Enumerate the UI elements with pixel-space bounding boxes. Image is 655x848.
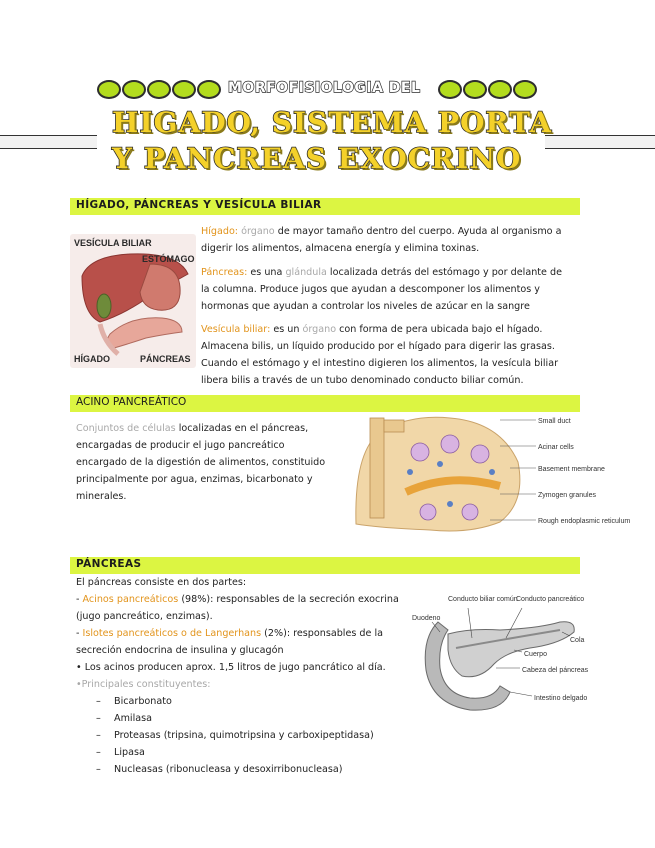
circle-icon	[97, 80, 121, 99]
vesicula-text-1: es un	[270, 324, 303, 335]
acino-text: localizadas en el páncreas, encargadas de producir el jugo pancreático encargado de la digestión de alimentos, constituido principalmente por agua, enzimas, bicarbonato y minerales.	[76, 423, 326, 502]
islotes-text: (2%): responsables de la secreción endocrina de insulina y glucagón	[76, 628, 384, 656]
higado-paragraph	[201, 223, 571, 257]
label-conducto-biliar: Conducto biliar común	[448, 596, 518, 603]
circle-icon	[463, 80, 487, 99]
pancreas-intro: El páncreas consiste en dos partes:	[76, 577, 247, 588]
organo-term-2: órgano	[302, 324, 337, 335]
circle-icon	[438, 80, 462, 99]
pancreas-text-2: localizada detrás del estómago y por delante de la columna. Produce jugos que ayudan a descomponer los alimentos y hormonas que ayudan a controlar los niveles de azúcar en la sangre	[201, 267, 562, 312]
circle-icon	[197, 80, 221, 99]
conjuntos-term: Conjuntos de células	[76, 423, 176, 434]
section-heading-pancreas: PÁNCREAS	[76, 558, 142, 570]
list-item: – Amilasa	[76, 710, 406, 727]
list-item: – Bicarbonato	[76, 693, 406, 710]
acinus-label-basement: Basement membrane	[538, 466, 605, 473]
pancreas-term: Páncreas:	[201, 267, 248, 278]
gallbladder-shape	[97, 294, 111, 318]
list-item: – Proteasas (tripsina, quimotripsina y carboxipeptidasa)	[76, 727, 406, 744]
header-rule-left	[0, 135, 97, 149]
islotes-dash: -	[76, 628, 83, 639]
circle-icon	[147, 80, 171, 99]
acinus-label-rough-er: Rough endoplasmic reticulum	[538, 518, 631, 525]
label-intestino: Intestino delgado	[534, 695, 588, 702]
acinos-bullet: • Los acinos producen aprox. 1,5 litros de jugo pancrático al día.	[76, 662, 386, 673]
pancreas-shape	[107, 318, 182, 348]
principales-heading: •Principales constituyentes:	[76, 679, 211, 690]
higado-term: Hígado:	[201, 226, 239, 237]
acinus-label-small-duct: Small duct	[538, 418, 571, 425]
constituyentes-list	[76, 693, 406, 778]
label-cola: Cola	[570, 637, 585, 644]
acinos-text: (98%): responsables de la secreción exocrina (jugo pancreático, enzimas).	[76, 594, 399, 622]
acinus-label-acinar-cells: Acinar cells	[538, 444, 574, 451]
circle-icon	[122, 80, 146, 99]
vesicula-term: Vesícula biliar:	[201, 324, 271, 335]
acinos-term: Acinos pancreáticos	[82, 594, 179, 605]
section-heading-acino: ACINO PANCREÁTICO	[76, 396, 187, 408]
glandula-term: glándula	[285, 267, 327, 278]
list-item: – Nucleasas (ribonucleasa y desoxirribonucleasa)	[76, 761, 406, 778]
section-heading-higado: HÍGADO, PÁNCREAS Y VESÍCULA BILIAR	[76, 199, 322, 211]
label-cuerpo: Cuerpo	[524, 651, 547, 658]
acinos-item	[76, 591, 406, 625]
higado-label: HÍGADO	[74, 354, 110, 364]
page-title-line2: Y PANCREAS EXOCRINO	[112, 142, 522, 175]
estomago-label: ESTÓMAGO	[142, 254, 195, 264]
higado-text: de mayor tamaño dentro del cuerpo. Ayuda al organismo a digerir los alimentos, almacena energía y elimina toxinas.	[201, 226, 562, 254]
organo-term: órgano	[241, 226, 275, 237]
circle-icon	[488, 80, 512, 99]
vesicula-label: VESÍCULA BILIAR	[74, 238, 152, 248]
pancreas-label: PÁNCREAS	[140, 354, 191, 364]
islotes-term: Islotes pancreáticos o de Langerhans	[82, 628, 262, 639]
acino-paragraph	[76, 420, 338, 505]
circle-icon	[172, 80, 196, 99]
vesicula-text-2: con forma de pera ubicada bajo el hígado. Almacena bilis, un líquido producido por el hígado para digerir las grasas. Cuando el estómago y el intestino digieren los alimentos, la vesícula biliar libera bilis a través de un tubo denominado conducto biliar común.	[201, 324, 559, 386]
vesicula-paragraph	[201, 321, 571, 389]
acinus-illustration	[350, 412, 631, 532]
header-kicker: MORFOFISIOLOGIA DEL	[228, 80, 421, 96]
acinus-label-zymogen: Zymogen granules	[538, 492, 596, 499]
header-rule-right	[545, 135, 655, 149]
organs-illustration	[70, 234, 196, 368]
list-item: – Lipasa	[76, 744, 406, 761]
acinos-dash: -	[76, 594, 83, 605]
pancreas-text-1: es una	[247, 267, 286, 278]
pancreas-paragraph	[201, 264, 571, 315]
label-duodeno: Duodeno	[412, 615, 441, 622]
label-conducto-pancreatico: Conducto pancreático	[516, 596, 585, 603]
page-title-line1: HIGADO, SISTEMA PORTA	[112, 106, 553, 139]
islotes-item	[76, 625, 406, 659]
section-bar-pancreas	[70, 557, 580, 574]
pancreas-section-text	[76, 574, 406, 778]
label-cabeza: Cabeza del páncreas	[522, 667, 589, 674]
pancreas-illustration	[410, 588, 590, 720]
circle-icon	[513, 80, 537, 99]
